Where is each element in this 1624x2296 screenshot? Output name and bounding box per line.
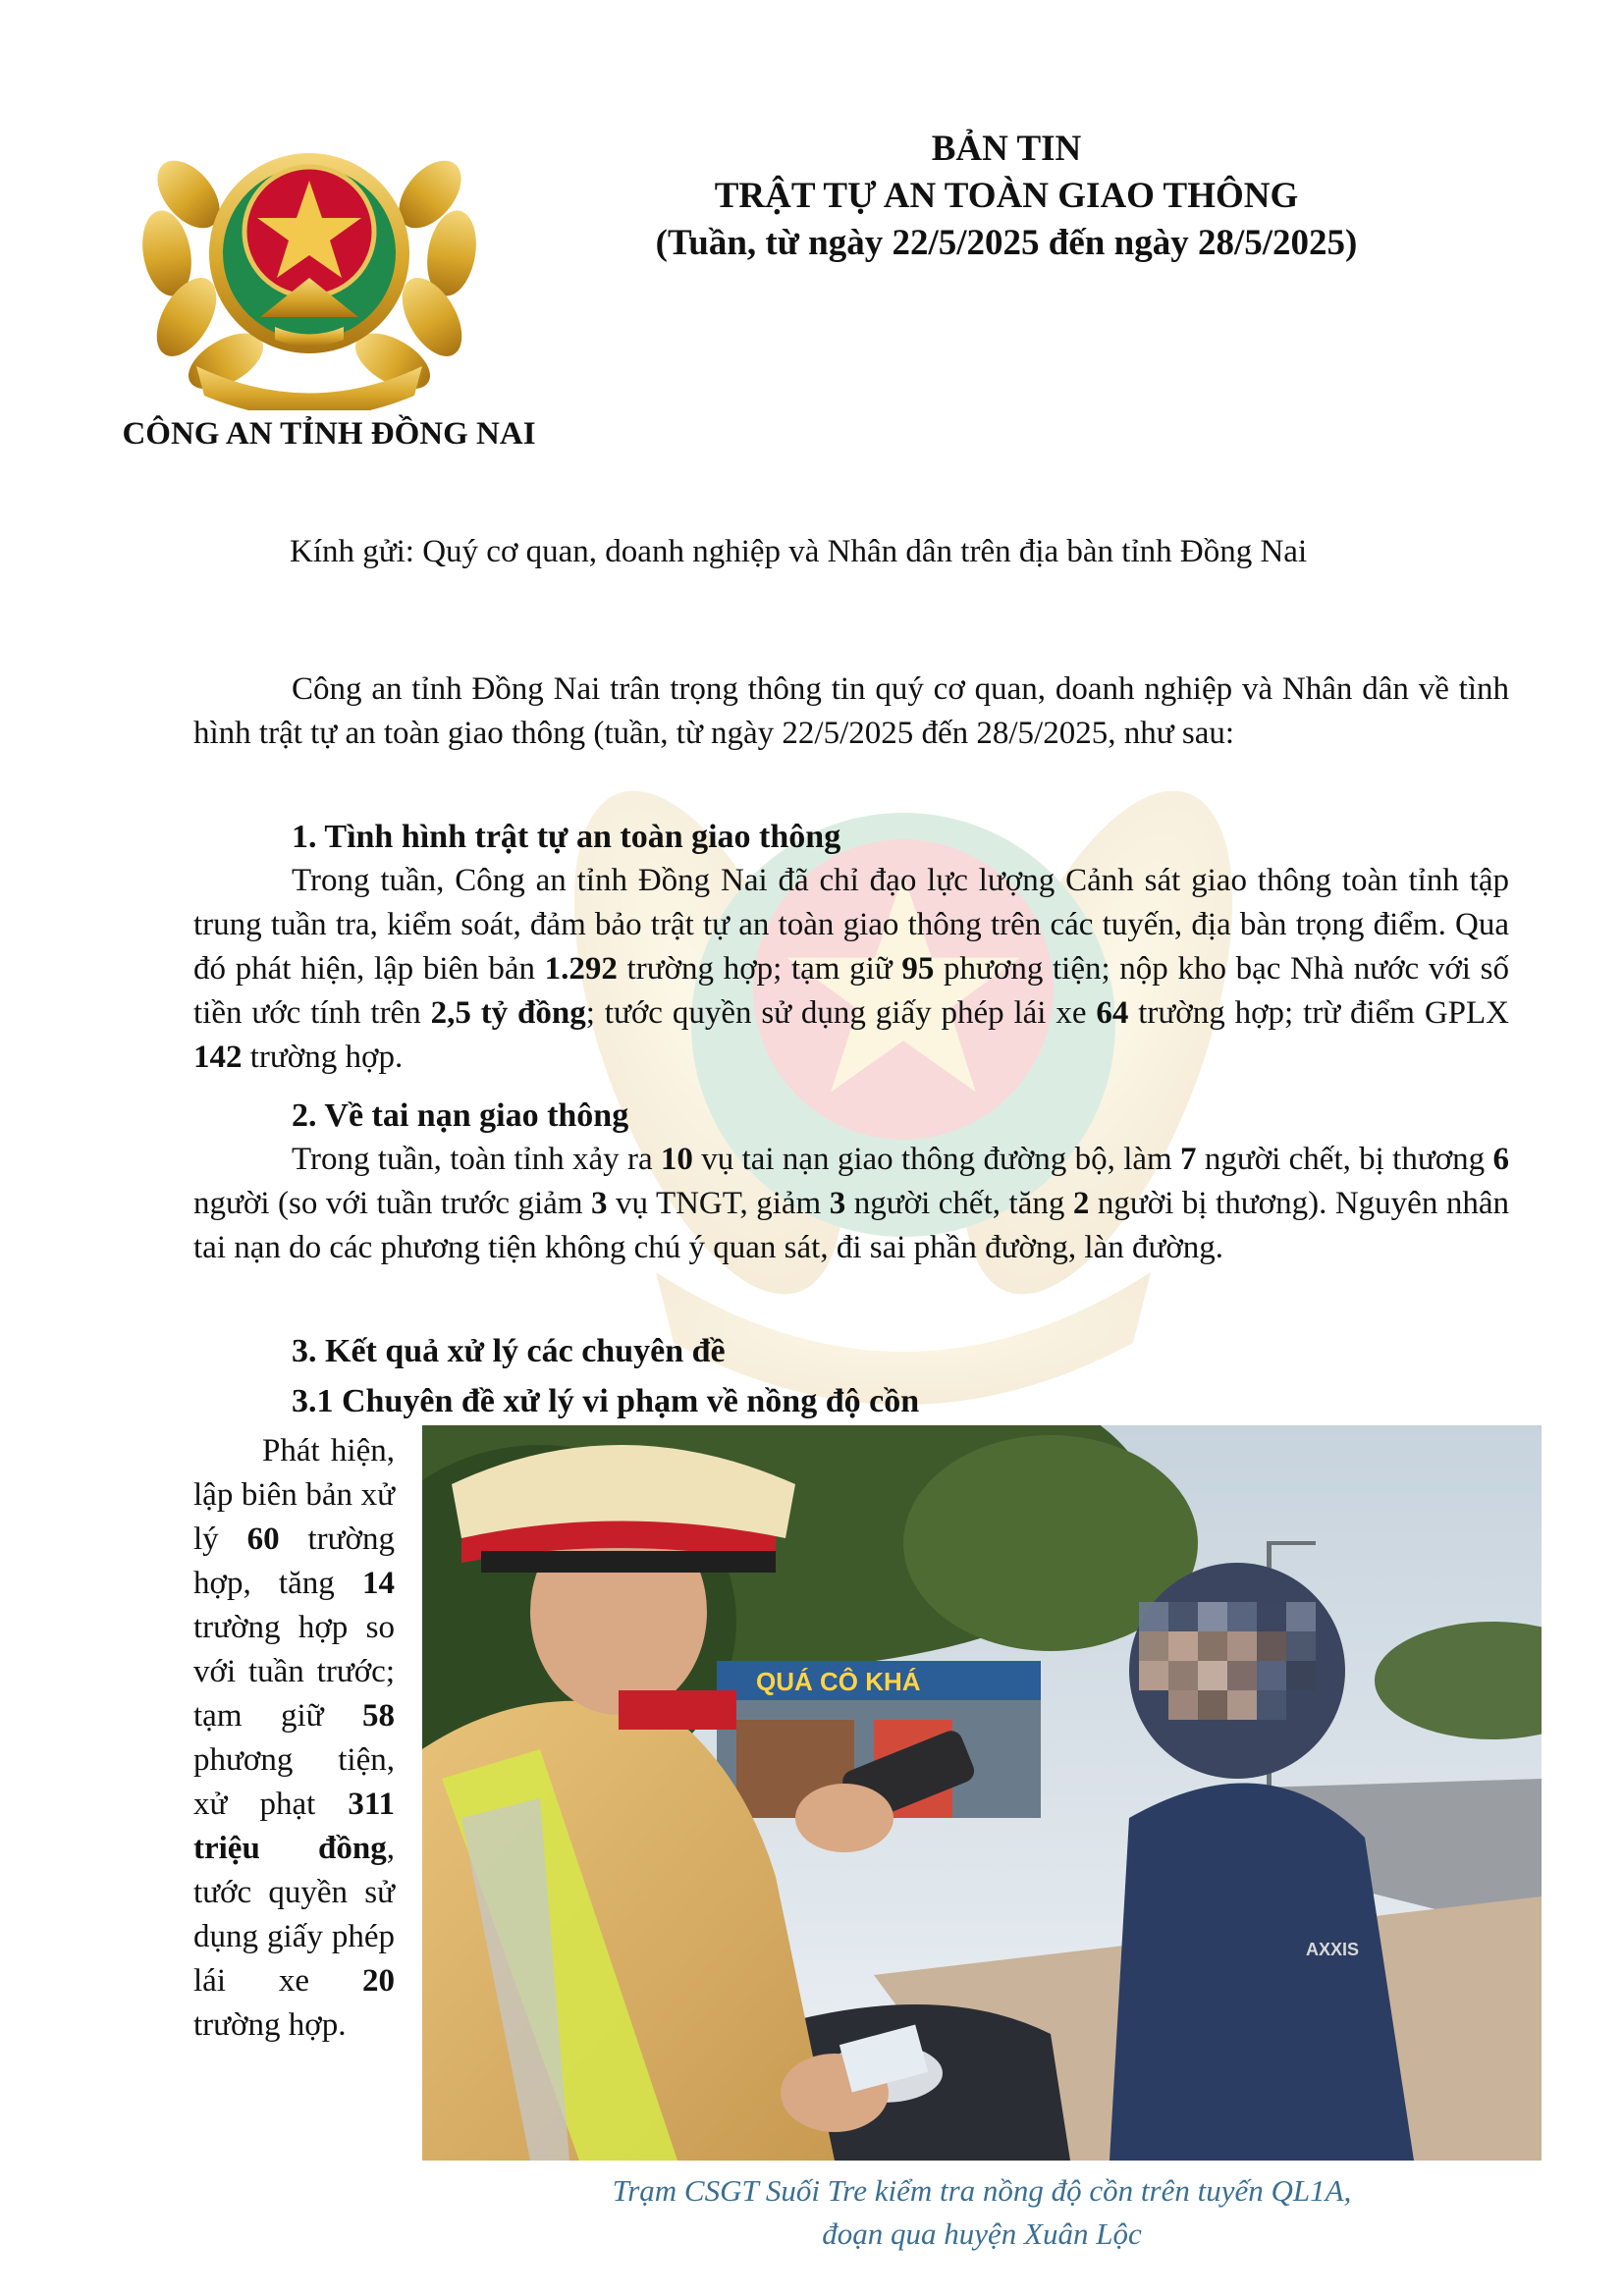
section-2-heading: 2. Về tai nạn giao thông xyxy=(292,1097,629,1134)
section-3-heading: 3. Kết quả xử lý các chuyên đề xyxy=(292,1333,726,1369)
bulletin-title xyxy=(589,126,1424,267)
intro-paragraph xyxy=(193,667,1509,756)
section-3 xyxy=(193,1329,1509,1423)
section-3-1-heading: 3.1 Chuyên đề xử lý vi phạm về nồng độ cồn xyxy=(292,1383,920,1419)
section-1 xyxy=(193,815,1509,1080)
photo-caption-line2: đoạn qua huyện Xuân Lộc xyxy=(822,2216,1142,2251)
photo-caption xyxy=(422,2169,1542,2256)
organization-name: CÔNG AN TỈNH ĐỒNG NAI xyxy=(122,416,536,452)
intro-text: Công an tỉnh Đồng Nai trân trọng thông tin quý cơ quan, doanh nghiệp và Nhân dân về tình hình trật tự an toàn giao thông (tuần, từ ngày 22/5/2025 đến 28/5/2025, như sau: xyxy=(193,671,1509,751)
section-2 xyxy=(193,1094,1509,1270)
police-emblem-logo xyxy=(128,116,491,410)
photo-caption-line1: Trạm CSGT Suối Tre kiểm tra nồng độ cồn trên tuyến QL1A, xyxy=(612,2173,1352,2208)
alcohol-check-photo xyxy=(422,1425,1542,2161)
section-1-text: Trong tuần, Công an tỉnh Đồng Nai đã chỉ đạo lực lượng Cảnh sát giao thông toàn tỉnh tập trung tuần tra, kiểm soát, đảm bảo trật tự an toàn giao thông trên các tuyến, địa bàn trọng điểm. Qua đó phát hiện, lập biên bản 1.292 trường hợp; tạm giữ 95 phương tiện; nộp kho bạc Nhà nước với số tiền ước tính trên 2,5 tỷ đồng; tước quyền sử dụng giấy phép lái xe 64 trường hợp; trừ điểm GPLX 142 trường hợp. xyxy=(193,863,1510,1075)
title-line-ban-tin: BẢN TIN xyxy=(931,129,1082,169)
section-3-1-text: Phát hiện, lập biên bản xử lý 60 trường hợp, tăng 14 trường hợp so với tuần trước; tạm giữ 58 phương tiện, xử phạt 311 triệu đồng, tước quyền sử dụng giấy phép lái xe 20 trường hợp. xyxy=(193,1433,396,2043)
salutation: Kính gửi: Quý cơ quan, doanh nghiệp và Nhân dân trên địa bàn tỉnh Đồng Nai xyxy=(290,534,1308,569)
shop-sign-text: QUÁ CÔ KHÁ xyxy=(756,1667,921,1696)
section-1-heading: 1. Tình hình trật tự an toàn giao thông xyxy=(292,819,841,855)
title-line-week: (Tuần, từ ngày 22/5/2025 đến ngày 28/5/2025) xyxy=(655,223,1358,263)
title-line-subject: TRẬT TỰ AN TOÀN GIAO THÔNG xyxy=(714,176,1299,216)
section-2-text: Trong tuần, toàn tỉnh xảy ra 10 vụ tai nạn giao thông đường bộ, làm 7 người chết, bị thương 6 người (so với tuần trước giảm 3 vụ TNGT, giảm 3 người chết, tăng 2 người bị thương). Nguyên nhân tai nạn do các phương tiện không chú ý quan sát, đi sai phần đường, làn đường. xyxy=(193,1142,1509,1265)
vest-brand-text: AXXIS xyxy=(1306,1940,1360,1959)
